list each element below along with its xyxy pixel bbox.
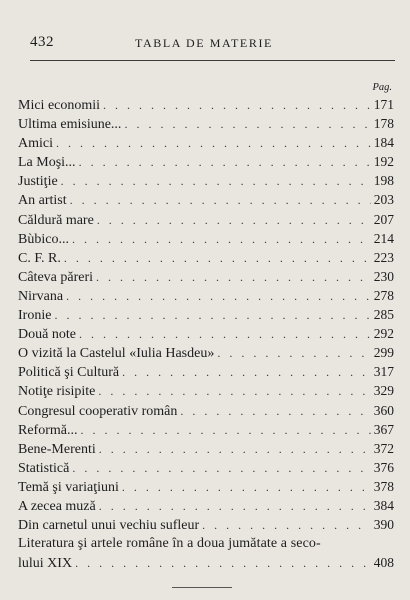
dot-leader [96, 270, 371, 285]
toc-entry [18, 364, 394, 383]
entry-page-number: 198 [373, 173, 394, 189]
toc-entry-multiline [18, 536, 394, 574]
entry-title: Ultima emisiune... [18, 117, 122, 133]
entry-title: Statistică [18, 460, 70, 476]
dot-leader [122, 480, 371, 495]
entry-page-number: 184 [373, 135, 394, 151]
toc-entry [18, 383, 394, 402]
dot-leader [72, 232, 371, 247]
dot-leader [180, 404, 370, 419]
entry-title: Justiţie [18, 174, 58, 190]
entry-page-number: 372 [373, 440, 394, 456]
dot-leader [80, 423, 370, 438]
page-header [30, 34, 380, 54]
entry-title: Bùbico... [18, 231, 69, 247]
dot-leader [122, 365, 371, 380]
entry-title: Două note [18, 327, 76, 343]
toc-entry [18, 422, 394, 441]
entry-page-number: 299 [373, 345, 394, 361]
dot-leader [202, 518, 371, 533]
entry-title: O vizită la Castelul «Iulia Hasdeu» [18, 346, 215, 362]
dot-leader [56, 136, 371, 151]
entry-page-number: 378 [373, 478, 394, 494]
toc-entry [18, 460, 394, 479]
entry-page-number: 317 [373, 364, 394, 380]
toc-entry [18, 441, 394, 460]
dot-leader [64, 251, 371, 266]
dot-leader [79, 155, 371, 170]
toc-entry [18, 288, 394, 307]
toc-entry [18, 479, 394, 498]
entry-title-line-2: lului XIX [18, 556, 73, 572]
entry-page-number: 203 [373, 192, 394, 208]
entry-title: Căldură mare [18, 212, 94, 228]
entry-title: Din carnetul unui vechiu sufleur [18, 518, 200, 534]
entry-title: A zecea muză [18, 498, 96, 514]
entry-title: Notiţe risipite [18, 384, 96, 400]
entry-page-number: 223 [373, 249, 394, 265]
dot-leader [103, 98, 371, 113]
dot-leader [124, 117, 370, 132]
entry-title: Ironie [18, 308, 52, 324]
entry-title: Reformă... [18, 422, 78, 438]
toc-entry [18, 173, 394, 192]
entry-page-number: 171 [373, 97, 394, 112]
entry-title-line-2-row [18, 555, 394, 574]
toc-entry [18, 97, 394, 116]
entry-page-number: 376 [373, 459, 394, 475]
entry-page-number: 360 [373, 402, 394, 418]
entry-page-number: 230 [373, 268, 394, 284]
toc-entry [18, 116, 394, 135]
dot-leader [61, 174, 371, 189]
header-rule [30, 60, 395, 61]
entry-title: Bene-Merenti [18, 441, 96, 457]
entry-title-line-1: Literatura şi artele române în a doua jumătate a seco- [18, 536, 321, 552]
toc-entry [18, 231, 394, 250]
dot-leader [217, 346, 370, 361]
dot-leader [98, 384, 370, 399]
entry-page-number: 192 [373, 154, 394, 170]
entry-page-number: 292 [373, 326, 394, 342]
dot-leader [66, 289, 371, 304]
entry-page-number: 178 [373, 116, 394, 132]
entry-page-number: 278 [373, 287, 394, 303]
toc-entry [18, 250, 394, 269]
dot-leader [99, 499, 371, 514]
entry-page-number: 390 [373, 517, 394, 533]
toc-entry [18, 326, 394, 345]
entry-title: Temă şi variaţiuni [18, 479, 119, 495]
entry-title: An artist [18, 193, 67, 209]
entry-page-number: 384 [373, 497, 394, 513]
toc-entry [18, 269, 394, 288]
toc-entry [18, 135, 394, 154]
dot-leader [75, 556, 371, 571]
dot-leader [70, 193, 371, 208]
entry-page-number: 408 [373, 555, 394, 571]
toc-entry [18, 345, 394, 364]
entry-title: Nirvana [18, 288, 64, 304]
running-title: TABLA DE MATERIE [135, 36, 273, 50]
entry-title: Amici [18, 136, 53, 152]
entry-page-number: 329 [373, 383, 394, 399]
toc-entry [18, 212, 394, 231]
dot-leader [79, 327, 371, 342]
entry-title: La Moşi... [18, 155, 76, 171]
page-number: 432 [30, 34, 54, 50]
entry-page-number: 367 [373, 421, 394, 437]
entry-page-number: 285 [373, 307, 394, 323]
entry-title: Mici economii [18, 98, 101, 113]
entry-title: Politică şi Cultură [18, 365, 120, 381]
entry-title: Congresul cooperativ român [18, 403, 178, 419]
entry-page-number: 207 [373, 211, 394, 227]
dot-leader [99, 442, 371, 457]
toc-entry [18, 403, 394, 422]
entry-title: C. F. R. [18, 250, 61, 266]
page-column-label: Pag. [372, 82, 392, 93]
toc-entry [18, 154, 394, 173]
toc-entry [18, 517, 394, 536]
toc-entry [18, 498, 394, 517]
toc-entry [18, 192, 394, 211]
dot-leader [97, 213, 371, 228]
dot-leader [72, 461, 370, 476]
dot-leader [54, 308, 370, 323]
entry-title: Câteva păreri [18, 269, 94, 285]
table-of-contents [18, 97, 394, 574]
toc-entry [18, 307, 394, 326]
footer-rule [172, 587, 232, 588]
entry-page-number: 214 [373, 230, 394, 246]
